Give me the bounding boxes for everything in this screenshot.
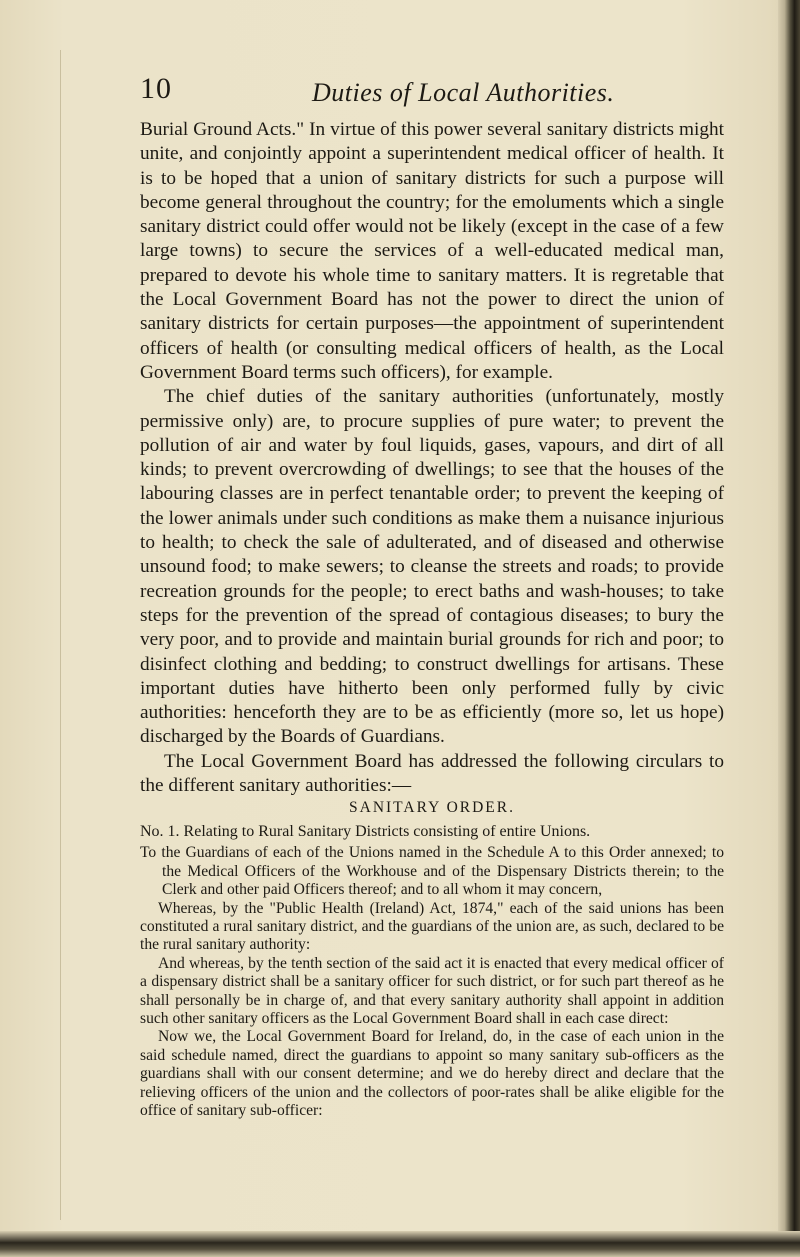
order-paragraph: Now we, the Local Government Board for Ireland, do, in the case of each union in the said schedule named, direct the guardians to appoint so many sanitary sub-officers as the guardians shall with our consent determine; and we do hereby direct and declare that the relieving officers of the union and the collectors of poor-rates shall be alike eligible for the office of sanitary sub-officer: — [140, 1028, 724, 1119]
running-title: Duties of Local Authorities. — [312, 78, 615, 107]
page-number: 10 — [140, 72, 172, 105]
body-paragraph: The Local Government Board has addressed the following circulars to the different sanitary authorities:— — [140, 750, 724, 797]
order-paragraph: And whereas, by the tenth section of the said act it is enacted that every medical officer of a dispensary district shall be a sanitary officer for such district, or for such part thereof as he shall personally be in charge of, and that every sanitary authority shall appoint in addition such other sanitary officers as the Local Government Board shall in each case direct: — [140, 954, 724, 1027]
body-paragraph: Burial Ground Acts." In virtue of this power several sanitary districts might unite, and conjointly appoint a superintendent medical officer of health. It is to be hoped that a union of sanitary districts for such a purpose will become general throughout the country; for the emoluments which a single sanitary district could offer would not be likely (except in the case of a few large towns) to secure the services of a well-educated medical man, prepared to devote his whole time to sanitary matters. It is regretable that the Local Government Board has not the power to direct the union of sanitary districts for certain purposes—the appointment of superintendent officers of health (or consulting medical officers of health, as the Local Government Board terms such officers), for example. — [140, 119, 724, 383]
margin-line — [60, 50, 61, 1220]
text-column — [140, 118, 724, 1120]
order-number-line: No. 1. Relating to Rural Sanitary Districts consisting of entire Unions. — [140, 823, 591, 841]
book-spine-shadow — [778, 0, 800, 1257]
order-address: To the Guardians of each of the Unions named in the Schedule A to this Order annexed; to the Medical Officers of the Workhouse and of the Dispensary Districts therein; to the Clerk and other paid Officers thereof; and to all whom it may concern, — [140, 844, 724, 899]
page-header — [140, 72, 720, 112]
page-bottom-edge — [0, 1231, 800, 1257]
order-paragraph: Whereas, by the "Public Health (Ireland) Act, 1874," each of the said unions has been constituted a rural sanitary district, and the guardians of the union are, as such, declared to be the rural sanitary authority: — [140, 899, 724, 954]
body-paragraph: The chief duties of the sanitary authorities (unfortunately, mostly permissive only) are, to procure supplies of pure water; to prevent the pollution of air and water by foul liquids, gases, vapours, and dirt of all kinds; to prevent overcrowding of dwellings; to see that the houses of the labouring classes are in perfect tenantable order; to prevent the keeping of the lower animals under such conditions as make them a nuisance injurious to health; to check the sale of adulterated, and of diseased and otherwise unsound food; to make sewers; to cleanse the streets and roads; to provide recreation grounds for the people; to erect baths and wash-houses; to take steps for the prevention of the spread of contagious diseases; to bury the very poor, and to provide and maintain burial grounds for rich and poor; to disinfect clothing and bedding; to construct dwellings for artisans. These important duties have hitherto been only performed fully by civic authorities: henceforth they are to be as efficiently (more so, let us hope) discharged by the Boards of Guardians. — [140, 386, 724, 748]
order-heading: SANITARY ORDER. — [349, 799, 515, 817]
